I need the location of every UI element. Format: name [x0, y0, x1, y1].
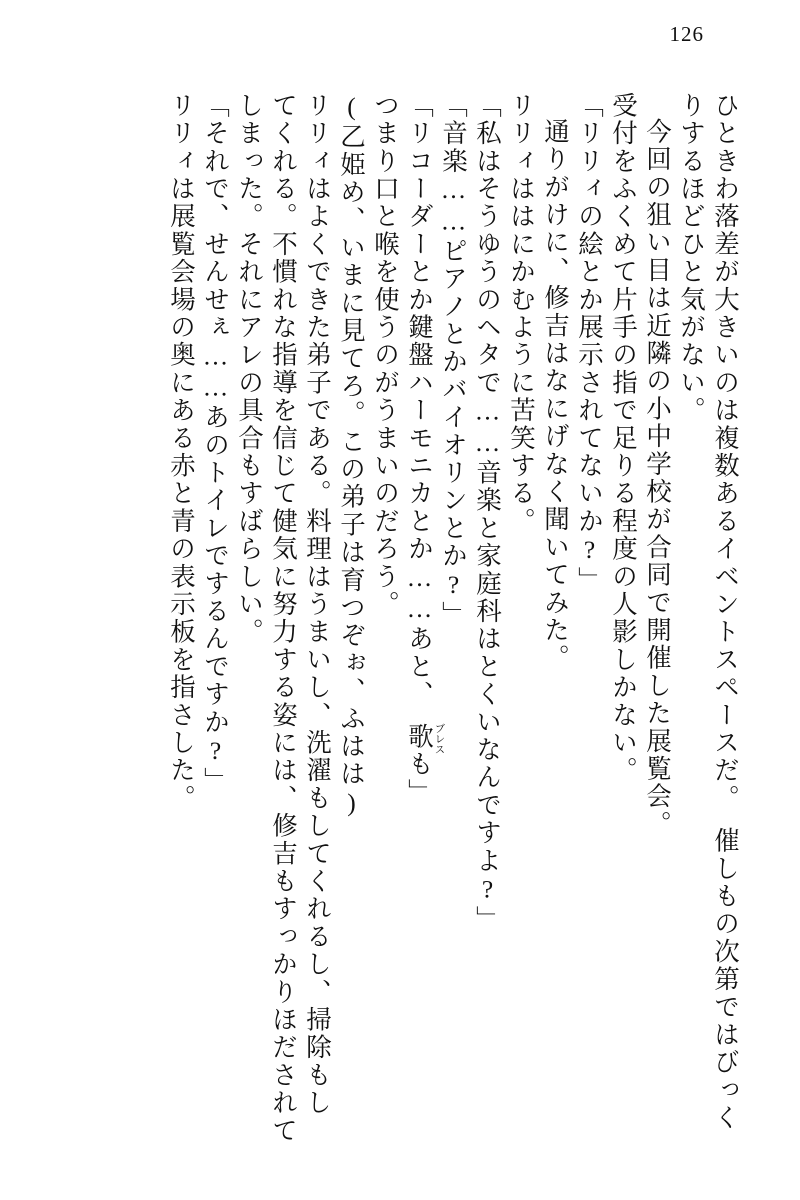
text-line: 「リリィの絵とか展示されてないか?」: [575, 92, 604, 595]
text-line: りするほどひと気がない。: [677, 92, 706, 425]
text-line: 受付をふくめて片手の指で足りる程度の人影しかない。: [609, 92, 638, 785]
page-number: 126: [669, 22, 704, 46]
text-line: リリィは展覧会場の奥にある赤と青の表示板を指さした。: [167, 92, 196, 813]
ruby-base: 歌も: [405, 723, 434, 779]
text-line: 「音楽……ピアノとかバイオリンとか?」: [439, 92, 468, 629]
text-line: ひときわ落差が大きいのは複数あるイベントスペースだ。 催しもの次第ではびっく: [711, 92, 740, 1132]
text-line: 今回の狙い目は近隣の小中学校が合同で開催した展覧会。: [643, 118, 672, 839]
text-line-ruby-prefix: 「リコーダーとか鍵盤ハーモニカとか……あと、 歌も ブレス 」: [405, 92, 445, 807]
text-line: 通りがけに、修吉はなにげなく聞いてみた。: [541, 118, 570, 672]
text-line: (乙姫め、いまに見てろ。この弟子は育つぞぉ、ふはは): [337, 92, 366, 820]
text-line: リリィははにかむように苦笑する。: [507, 92, 536, 536]
text-line: しまった。それにアレの具合もすばらしい。: [235, 92, 264, 646]
text-line: 「私はそうゆうのヘタで……音楽と家庭科はとくいなんですよ?」: [473, 92, 502, 934]
text-line: つまり口と喉を使うのがうまいのだろう。: [371, 92, 400, 619]
text-line-with-ruby: [398, 92, 445, 1102]
ruby-text: ブレス: [433, 723, 445, 755]
text-line: リリィはよくできた弟子である。料理はうまいし、洗濯もしてくれるし、掃除もし: [303, 92, 332, 1117]
ruby-annotation: [405, 723, 445, 779]
text-line: てくれる。不慣れな指導を信じて健気に努力する姿には、修吉もすっかりほだされて: [269, 92, 298, 1145]
vertical-text-body: [60, 92, 740, 1145]
text-line: 「それで、せんせぇ……あのトイレでするんですか?」: [201, 92, 230, 795]
